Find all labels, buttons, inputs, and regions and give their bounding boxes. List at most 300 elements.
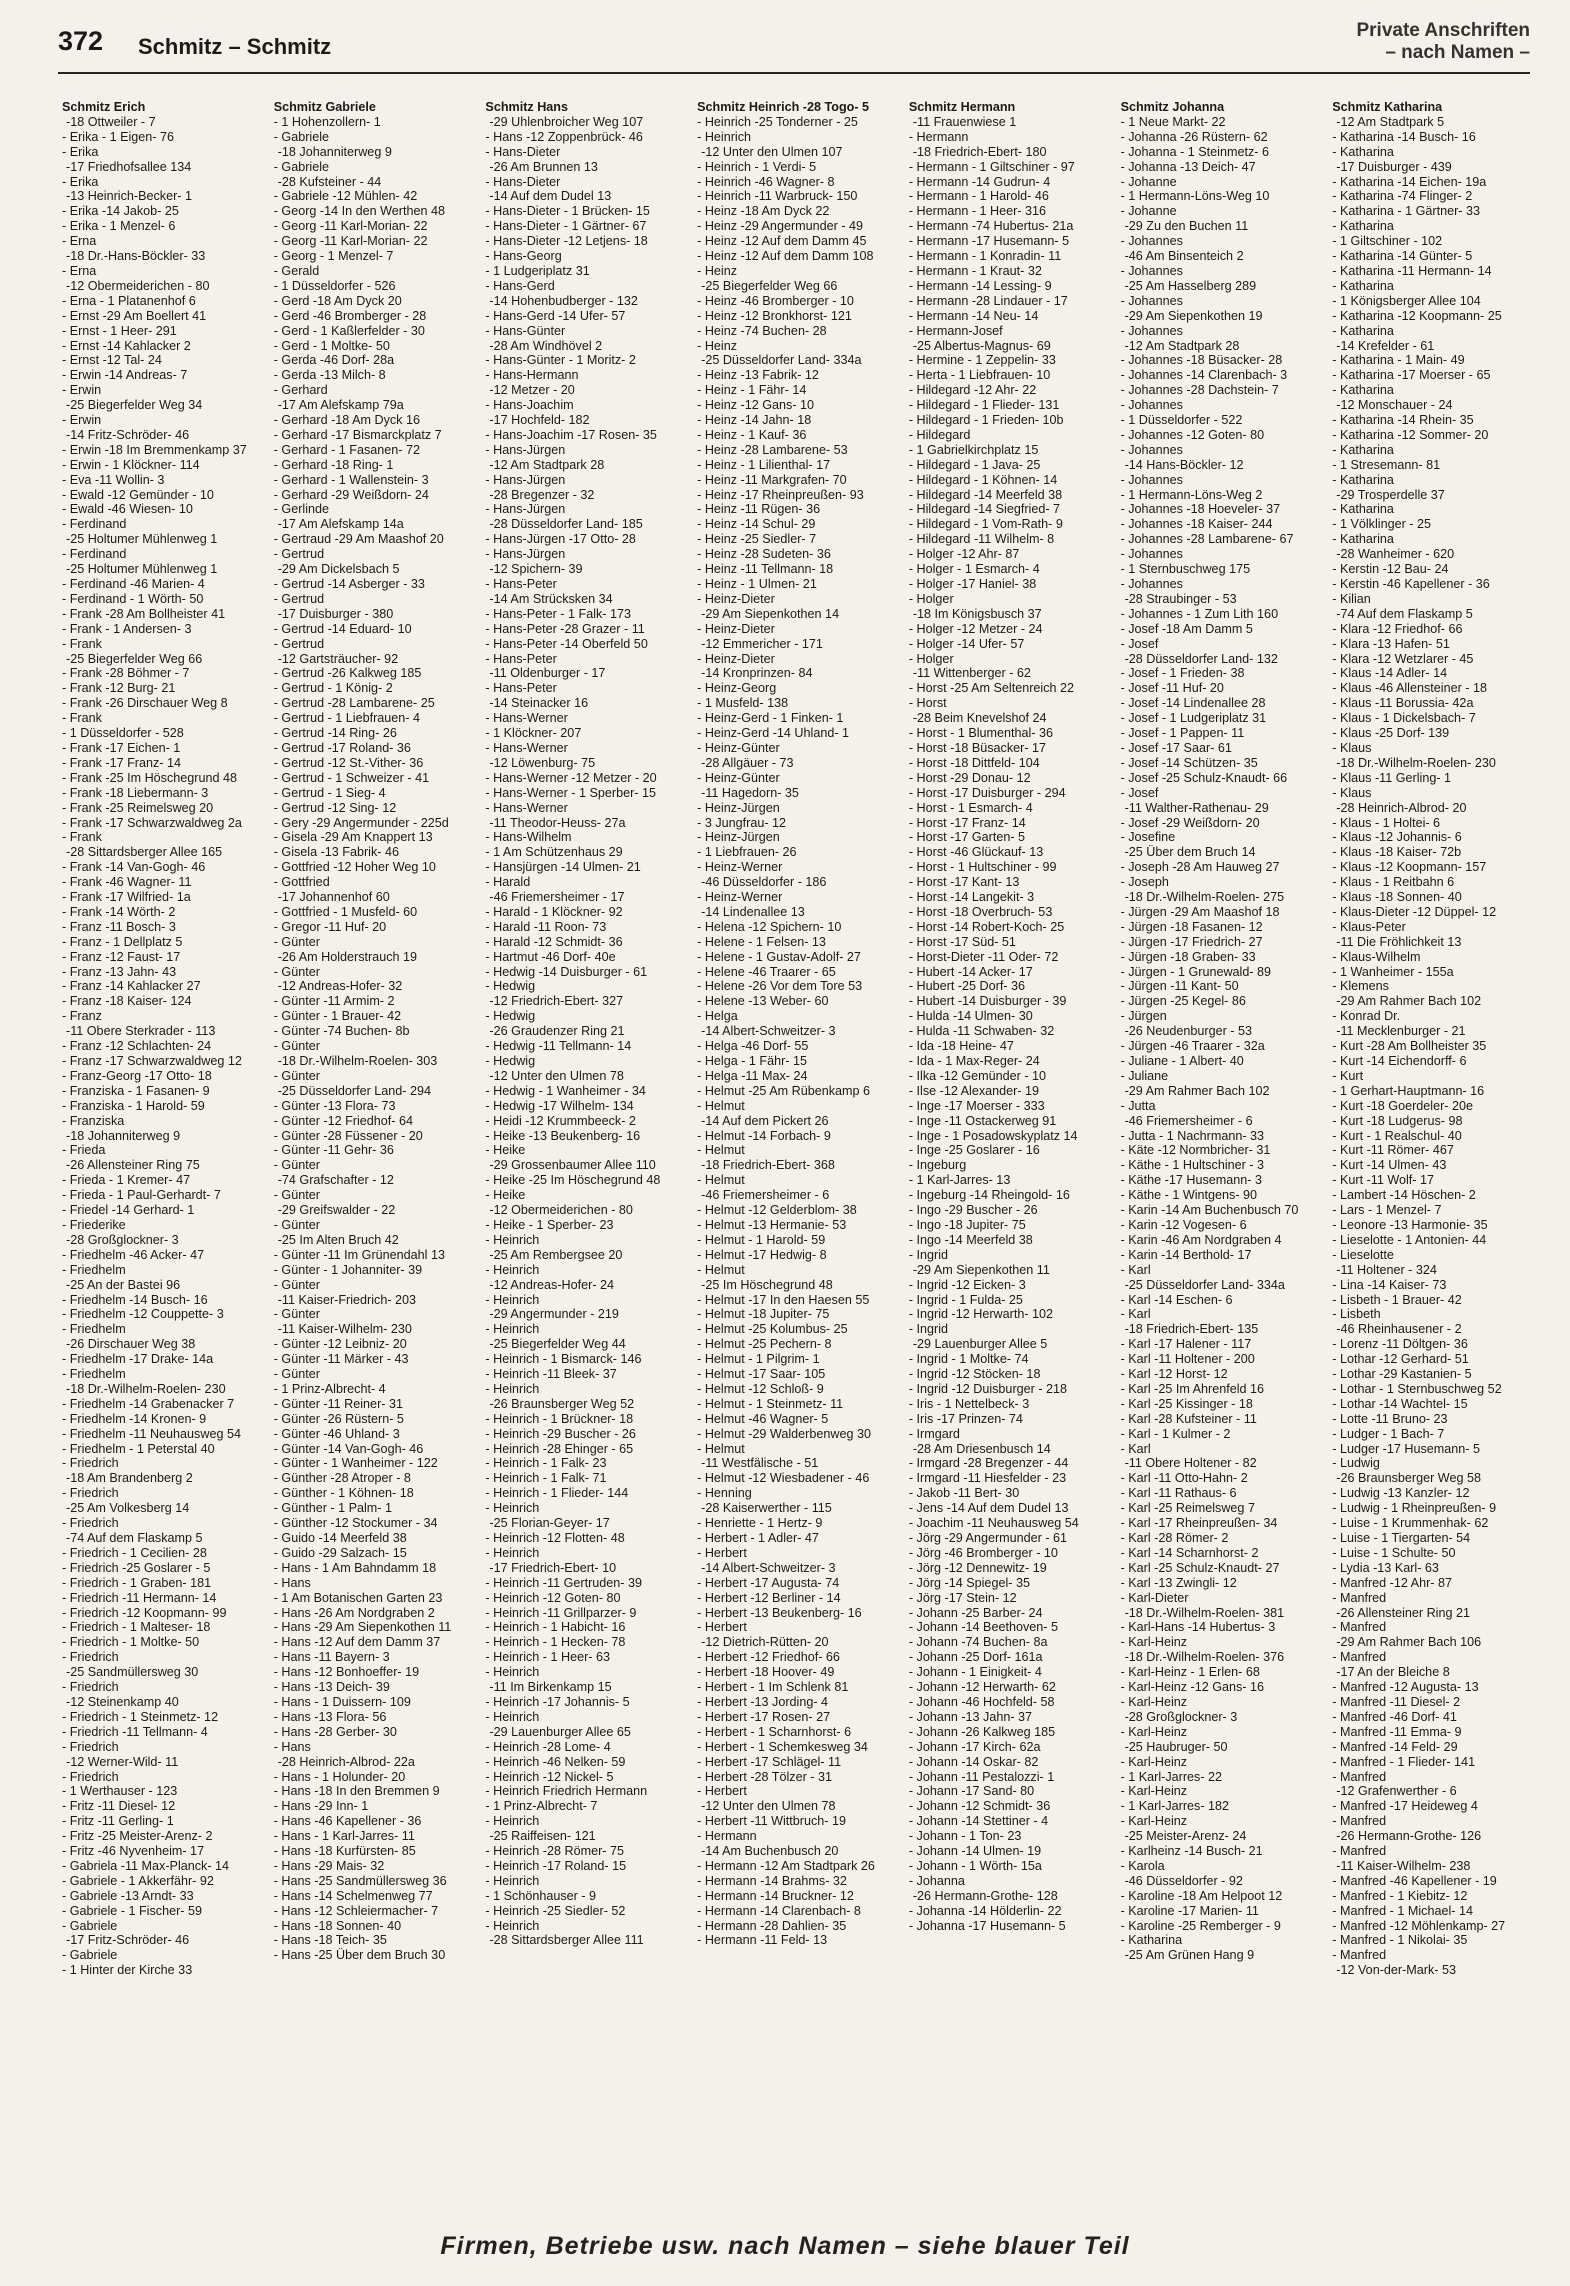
directory-entry: - Gertrud -12 St.-Vither- 36 [273,755,424,770]
directory-entry: - Herbert -13 Jording- 4 [697,1694,829,1709]
directory-entry: - Katharina [1332,323,1394,338]
directory-entry: - Karin -14 Am Buchenbusch 70 [1120,1203,1299,1218]
directory-entry: - Herbert - 1 Im Schlenk 81 [697,1680,849,1695]
directory-entry: -14 Hans-Böckler- 12 [1124,457,1244,472]
directory-entry: - 1 Wanheimer - 155a [1332,964,1454,979]
directory-entry: - Heinrich [485,1381,540,1396]
directory-entry: - Helmut -17 Hedwig- 8 [697,1247,827,1262]
directory-entry: - Johanna -13 Deich- 47 [1120,159,1256,174]
directory-entry: - Inge -11 Ostackerweg 91 [908,1113,1057,1128]
directory-entry: - Ingrid - 1 Moltke- 74 [908,1352,1029,1367]
directory-entry: - Ernst -29 Am Boellert 41 [62,308,207,323]
directory-entry: - Klaus - 1 Dickelsbach- 7 [1332,711,1476,726]
directory-entry: - Jörg -29 Angermunder - 61 [908,1531,1068,1545]
directory-entry: -25 Düsseldorfer Land- 334a [701,353,862,368]
directory-entry: - Friedrich [62,1680,119,1695]
directory-entry: - Heinrich -11 Bleek- 37 [485,1367,617,1382]
directory-entry: -17 Friedrich-Ebert- 10 [489,1560,617,1575]
directory-entry: - Heinz -12 Auf dem Damm 108 [697,249,874,264]
directory-entry: - Gerd -18 Am Dyck 20 [273,293,402,308]
directory-entry: - Johann -12 Schmidt- 36 [908,1799,1051,1814]
directory-entry: - Frieda - 1 Kremer- 47 [62,1173,191,1188]
directory-entry: -12 Spichern- 39 [489,562,583,577]
directory-entry: - Günter [273,1277,320,1292]
directory-entry: - Katharina -14 Rhein- 35 [1332,413,1474,428]
directory-entry: - Franz -18 Kaiser- 124 [62,994,192,1009]
directory-entry: - Hans -12 Schleiermacher- 7 [273,1903,439,1918]
directory-entry: - Gertrud -14 Asberger - 33 [273,577,425,591]
directory-entry: - Iris - 1 Nettelbeck- 3 [908,1396,1030,1411]
directory-entry: - Helmut -12 Wiesbadener - 46 [697,1471,870,1486]
directory-entry: - Gerhard -29 Weißdorn- 24 [273,487,429,502]
directory-entry: - Hermann - 1 Kraut- 32 [908,263,1042,278]
directory-entry: - Johannes [1120,547,1183,562]
directory-entry: - Kilian [1332,591,1371,606]
directory-entry: - Hans-Günter - 1 Moritz- 2 [485,353,636,368]
directory-entry: -11 Kaiser-Friedrich- 203 [277,1292,417,1307]
directory-entry: -18 Friedrich-Ebert- 135 [1124,1322,1259,1337]
directory-column [1332,100,1530,2220]
directory-entry: -28 Wanheimer - 620 [1336,547,1455,562]
directory-entry: - Friedrich [62,1739,119,1754]
directory-entry: -14 Krefelder - 61 [1336,338,1435,353]
directory-entry: -28 Straubinger - 53 [1124,591,1237,606]
directory-entry: - Herbert [697,1620,747,1635]
directory-entry: - 1 Stresemann- 81 [1332,457,1441,472]
directory-entry: - Heinrich [485,1873,540,1888]
directory-entry: - Johanne [1120,174,1177,189]
directory-entry: -11 Obere Holtener - 82 [1124,1456,1257,1471]
section-heading [1356,20,1530,64]
directory-entry: - Holger -17 Haniel- 38 [908,577,1037,591]
directory-entry: - Horst -25 Am Seltenreich 22 [908,681,1075,696]
directory-entry: - Henriette - 1 Hertz- 9 [697,1516,823,1531]
directory-entry: - Hulda -14 Ulmen- 30 [908,1009,1033,1024]
directory-entry: - Lothar - 1 Sternbuschweg 52 [1332,1381,1502,1396]
directory-entry: - Hildegard - 1 Köhnen- 14 [908,472,1058,487]
directory-entry: -25 An der Bastei 96 [66,1277,181,1292]
directory-entry: - Helga -11 Max- 24 [697,1068,808,1083]
directory-entry: - Günter [273,1367,320,1382]
directory-entry: - Hildegard -11 Wilhelm- 8 [908,532,1055,547]
directory-entry: - Friedhelm -14 Kronen- 9 [62,1411,207,1426]
directory-entry: - Henning [697,1486,752,1501]
directory-entry: -25 Am Volkesberg 14 [66,1501,190,1516]
directory-entry: -14 Lindenallee 13 [701,904,805,919]
directory-entry: -17 Am Alefskamp 14a [277,517,404,532]
directory-entry: - Friedrich - 1 Moltke- 50 [62,1635,200,1650]
directory-entry: - Jürgen - 1 Grunewald- 89 [1120,964,1272,979]
directory-entry: - 1 Düsseldorfer - 528 [62,726,184,741]
directory-entry: - Helmut [697,1143,745,1158]
directory-entry: - Hans [273,1739,311,1754]
directory-entry: - Manfred -46 Dorf- 41 [1332,1709,1457,1724]
directory-entry: - Helga -46 Dorf- 55 [697,1039,809,1054]
directory-entry: -26 Allensteiner Ring 75 [66,1158,200,1173]
directory-entry: -14 Hohenbudberger - 132 [489,293,638,308]
directory-entry: -29 Uhlenbroicher Weg 107 [489,114,644,129]
directory-entry: - Frank [62,711,102,726]
directory-entry: - Holger -12 Metzer - 24 [908,621,1043,636]
directory-entry: - Günter -74 Buchen- 8b [273,1024,410,1039]
directory-entry: - Georg -14 In den Werthen 48 [273,204,445,219]
directory-entry: - Inge -25 Goslarer - 16 [908,1143,1040,1158]
directory-entry: -12 Friedrich-Ebert- 327 [489,994,624,1009]
directory-entry: - Jörg -14 Spiegel- 35 [908,1575,1030,1590]
directory-entry: -25 Sandmüllersweg 30 [66,1665,199,1680]
directory-column [909,100,1107,2220]
directory-entry: -25 Albertus-Magnus- 69 [912,338,1051,353]
column-head-entry: Schmitz Johanna [1120,100,1225,114]
directory-entry: -46 Friemersheimer - 17 [489,890,625,905]
directory-entry: - Klaus -25 Dorf- 139 [1332,726,1450,741]
directory-entry: - Gerhard -17 Bismarckplatz 7 [273,427,442,442]
directory-entry: - Heinz - 1 Kauf- 36 [697,427,807,442]
directory-entry: - Kurt -11 Wolf- 17 [1332,1173,1434,1188]
directory-entry: - Gertrud -14 Eduard- 10 [273,621,412,636]
directory-entry: - Eva -11 Wollin- 3 [62,472,165,487]
directory-entry: - Hulda -11 Schwaben- 32 [908,1024,1055,1039]
directory-entry: - Harald -12 Schmidt- 36 [485,934,623,949]
directory-entry: - Ludwig - 1 Rheinpreußen- 9 [1332,1501,1497,1516]
directory-entry: - Helmut -25 Am Rübenkamp 6 [697,1083,871,1098]
directory-entry: -28 Sittardsberger Allee 165 [66,845,223,860]
directory-entry: - Manfred - 1 Nikolai- 35 [1332,1933,1468,1948]
directory-entry: - Josef - 1 Frieden- 38 [1120,666,1245,681]
directory-entry: - Heinz-Werner [697,860,783,875]
directory-entry: -26 Braunsberger Weg 52 [489,1396,635,1411]
directory-entry: -25 Haubruger- 50 [1124,1739,1228,1754]
directory-entry: - Ingeburg [908,1158,967,1173]
directory-entry: -25 Am Rembergsee 20 [489,1247,623,1262]
page-number: 372 [58,26,104,56]
directory-entry: -12 Löwenburg- 75 [489,755,596,770]
directory-entry: - Heinrich - 1 Falk- 71 [485,1471,607,1486]
directory-entry: - Erwin -14 Andreas- 7 [62,368,188,383]
directory-column [697,100,895,2220]
directory-entry: - Joseph [1120,875,1169,890]
directory-columns [62,100,1530,2220]
directory-entry: - Herbert [697,1545,747,1560]
directory-entry: - Gerd - 1 Kaßlerfelder - 30 [273,323,425,338]
directory-entry: - Hans-Werner -12 Metzer - 20 [485,770,657,785]
directory-entry: - Jörg -17 Stein- 12 [908,1590,1017,1605]
directory-entry: -17 Johannenhof 60 [277,890,390,905]
directory-entry: - Heinrich - 1 Heer- 63 [485,1650,611,1665]
directory-entry: - Katharina -11 Hermann- 14 [1332,263,1492,278]
directory-entry: - Helene - 1 Gustav-Adolf- 27 [697,949,861,964]
directory-entry: - Gertrud -26 Kalkweg 185 [273,666,422,681]
directory-entry: -17 Am Alefskamp 79a [277,398,404,413]
directory-entry: -14 Albert-Schweitzer- 3 [701,1024,836,1039]
directory-entry: - Hans -28 Gerber- 30 [273,1724,397,1739]
directory-entry: -25 Düsseldorfer Land- 334a [1124,1277,1285,1292]
directory-entry: - Lisbeth [1332,1307,1381,1322]
directory-entry: - Gottfried -12 Hoher Weg 10 [273,860,436,875]
directory-entry: - Franziska - 1 Fasanen- 9 [62,1083,210,1098]
directory-entry: - Gertrud -14 Ring- 26 [273,726,397,741]
directory-entry: - Horst [908,696,947,711]
directory-entry: - Klaus [1332,785,1372,800]
directory-entry: - Johannes [1120,263,1183,278]
directory-entry: - Heinz-Dieter [697,591,775,606]
directory-entry: - Horst -46 Glückauf- 13 [908,845,1044,860]
directory-entry: - Hans -29 Am Siepenkothen 11 [273,1620,452,1635]
directory-entry: - Horst -18 Dittfeld- 104 [908,755,1040,770]
directory-entry: - Frank -14 Wörth- 2 [62,904,176,919]
directory-entry: - Gerald [273,263,320,278]
directory-entry: -11 Walther-Rathenau- 29 [1124,800,1269,815]
directory-entry: - Hans-Dieter [485,174,561,189]
directory-entry: - Klara -12 Wetzlarer - 45 [1332,651,1474,666]
directory-entry: -12 Werner-Wild- 11 [66,1754,179,1769]
directory-entry: - Heinz -18 Am Dyck 22 [697,204,830,219]
directory-entry: - Josef -25 Schulz-Knaudt- 66 [1120,770,1288,785]
directory-entry: - Johanna [908,1873,965,1888]
directory-entry: -26 Am Holderstrauch 19 [277,949,418,964]
directory-entry: - Friedrich [62,1650,119,1665]
directory-entry: - Karl-Heinz -12 Gans- 16 [1120,1680,1265,1695]
directory-entry: - 1 Am Schützenhaus 29 [485,845,623,860]
directory-entry: - 1 Hermann-Löns-Weg 10 [1120,189,1270,204]
directory-entry: - Helmut -17 Saar- 105 [697,1367,826,1382]
directory-entry: - Friedrich - 1 Graben- 181 [62,1575,212,1590]
directory-entry: - Hildegard - 1 Frieden- 10b [908,413,1064,428]
directory-entry: - Heinz -29 Angermunder - 49 [697,219,864,234]
directory-entry: -18 Dr.-Wilhelm-Roelen- 381 [1124,1605,1285,1620]
directory-entry: - Kurt -28 Am Bollheister 35 [1332,1039,1487,1054]
directory-entry: - Klemens [1332,979,1389,994]
directory-entry: - 1 Königsberger Allee 104 [1332,293,1481,308]
directory-entry: - Joachim -11 Neuhausweg 54 [908,1516,1079,1531]
directory-entry: - Heinz -17 Rheinpreußen- 93 [697,487,864,502]
directory-entry: - Hans -11 Bayern- 3 [273,1650,390,1665]
directory-entry: - Erna [62,234,97,249]
directory-entry: -29 Zu den Buchen 11 [1124,219,1249,234]
directory-entry: - Heinrich - 1 Bismarck- 146 [485,1352,642,1367]
directory-entry: - Jörg -46 Bromberger - 10 [908,1545,1058,1560]
directory-entry: - Gertraud -29 Am Maashof 20 [273,532,444,547]
directory-entry: - Gerhard [273,383,328,398]
directory-entry: - Gregor -11 Huf- 20 [273,919,387,934]
directory-entry: - Ingo -14 Meerfeld 38 [908,1232,1033,1247]
directory-entry: - Hans -25 Sandmüllersweg 36 [273,1873,447,1888]
directory-entry: -74 Auf dem Flaskamp 5 [1336,606,1473,621]
directory-entry: -25 Am Grünen Hang 9 [1124,1948,1255,1963]
directory-entry: - Luise - 1 Krummenhak- 62 [1332,1516,1489,1531]
directory-entry: - 1 Neue Markt- 22 [1120,114,1226,129]
directory-entry: - Herbert - 1 Scharnhorst- 6 [697,1724,852,1739]
directory-entry: - Hans-Peter - 1 Falk- 173 [485,606,632,621]
directory-entry: - Jürgen -46 Traarer - 32a [1120,1039,1265,1054]
directory-entry: - Hildegard [908,427,971,442]
directory-entry: - Hans -13 Deich- 39 [273,1680,390,1695]
directory-column [485,100,683,2220]
directory-entry: - Heinrich -12 Goten- 80 [485,1590,621,1605]
directory-entry: - Karl -17 Halener - 117 [1120,1337,1252,1352]
directory-entry: - Gottfried [273,875,330,890]
directory-entry: - 1 Prinz-Albrecht- 7 [485,1799,598,1814]
directory-entry: - Günter [273,964,320,979]
column-head-entry: Schmitz Hans [485,100,569,114]
directory-entry: - Heinrich [485,1292,540,1307]
directory-entry: - Josef -18 Am Damm 5 [1120,621,1253,636]
directory-entry: -29 Lauenburger Allee 65 [489,1724,631,1739]
directory-entry: - Helmut -18 Jupiter- 75 [697,1307,830,1322]
directory-entry: - Heinz -14 Jahn- 18 [697,413,812,428]
directory-entry: - Heinz [697,338,738,353]
directory-entry: - Friedrich -11 Hermann- 14 [62,1590,217,1605]
directory-entry: -12 Dietrich-Rütten- 20 [701,1635,829,1650]
directory-entry: - Hermann [697,1829,757,1844]
directory-entry: - Katharina - 1 Main- 49 [1332,353,1465,368]
directory-entry: - Karl -11 Otto-Hahn- 2 [1120,1471,1248,1486]
directory-entry: - Heike - 1 Sperber- 23 [485,1217,614,1232]
column-head-entry: Schmitz Gabriele [273,100,376,114]
directory-entry: - Josef [1120,636,1159,651]
directory-entry: - Hans -14 Schelmenweg 77 [273,1888,433,1903]
directory-entry: - Hans-Georg [485,249,562,264]
directory-entry: - Josef [1120,785,1159,800]
directory-entry: - Hildegard -14 Siegfried- 7 [908,502,1061,517]
directory-entry: - Herbert -11 Wittbruch- 19 [697,1814,846,1829]
directory-entry: - Friedrich - 1 Cecilien- 28 [62,1545,207,1560]
directory-entry: - Horst -17 Franz- 14 [908,815,1026,830]
directory-entry: - Fritz -11 Gerling- 1 [62,1814,174,1829]
directory-entry: - Käthe - 1 Wintgens- 90 [1120,1188,1258,1203]
directory-entry: - Hildegard - 1 Flieder- 131 [908,398,1060,413]
directory-entry: -46 Düsseldorfer - 186 [701,875,827,890]
directory-entry: - Frank -26 Dirschauer Weg 8 [62,696,228,711]
directory-entry: - Friedhelm [62,1367,126,1382]
directory-entry: - Hans-Werner [485,800,568,815]
directory-entry: -11 Die Fröhlichkeit 13 [1336,934,1462,949]
directory-entry: - Ingrid [908,1322,949,1337]
directory-entry: - Katharina [1120,1933,1183,1948]
directory-entry: - Günther - 1 Palm- 1 [273,1501,392,1516]
directory-entry: -26 Hermann-Grothe- 126 [1336,1829,1482,1844]
directory-entry: - Manfred - 1 Michael- 14 [1332,1903,1473,1918]
directory-entry: - Johannes -12 Goten- 80 [1120,427,1265,442]
directory-entry: - Hans-Dieter [485,144,561,159]
directory-entry: - Herbert -12 Berliner - 14 [697,1590,841,1605]
directory-entry: -28 Bregenzer - 32 [489,487,595,502]
directory-entry: - Ewald -46 Wiesen- 10 [62,502,193,517]
directory-entry: - Hans -12 Zoppenbrück- 46 [485,129,643,144]
directory-entry: - Jürgen -17 Friedrich- 27 [1120,934,1263,949]
directory-entry: - Manfred -12 Ahr- 87 [1332,1575,1452,1590]
directory-entry: - Lothar -12 Gerhard- 51 [1332,1352,1469,1367]
directory-entry: - Günter -46 Uhland- 3 [273,1426,400,1441]
directory-entry: -26 Am Brunnen 13 [489,159,598,174]
directory-entry: - Franz-Georg -17 Otto- 18 [62,1068,212,1083]
directory-entry: - Johann -74 Buchen- 8a [908,1635,1048,1650]
directory-entry: -29 Am Rahmer Bach 106 [1336,1635,1482,1650]
directory-entry: -18 Dr.-Wilhelm-Roelen- 230 [66,1381,226,1396]
directory-entry: - Hermann - 1 Heer- 316 [908,204,1047,219]
directory-entry: - Manfred [1332,1620,1387,1635]
directory-entry: - Helmut -29 Walderbenweg 30 [697,1426,871,1441]
directory-entry: - Friedel -14 Gerhard- 1 [62,1203,195,1218]
directory-entry: - Hans-Jürgen [485,547,566,562]
column-head-entry: Schmitz Erich [62,100,146,114]
directory-entry: - Georg - 1 Menzel- 7 [273,249,394,264]
directory-entry: - 1 Liebfrauen- 26 [697,845,797,860]
directory-entry: - Gottfried - 1 Musfeld- 60 [273,904,418,919]
directory-entry: - Frank -25 Im Höschegrund 48 [62,770,237,785]
directory-entry: - Friedhelm [62,1262,126,1277]
directory-entry: - Karl-Heinz [1120,1814,1188,1829]
directory-entry: - Frieda - 1 Paul-Gerhardt- 7 [62,1188,221,1203]
directory-entry: - Johannes - 1 Zum Lith 160 [1120,606,1279,621]
directory-entry: - Günter -26 Rüstern- 5 [273,1411,404,1426]
directory-entry: - Hans-Hermann [485,368,579,383]
directory-entry: - Manfred -12 Augusta- 13 [1332,1680,1479,1695]
directory-entry: - Heinrich [485,1501,540,1516]
directory-entry: - Josef -14 Lindenallee 28 [1120,696,1266,711]
directory-column [274,100,472,2220]
directory-entry: - Gabriele - 1 Fischer- 59 [62,1903,202,1918]
directory-entry: - Karl-Hans -14 Hubertus- 3 [1120,1620,1276,1635]
directory-entry: - Manfred [1332,1948,1387,1963]
directory-entry: - Gery -29 Angermunder - 225d [273,815,449,830]
directory-entry: -28 Düsseldorfer Land- 185 [489,517,643,532]
directory-entry: - Gertrud [273,636,325,651]
directory-entry: - Heinrich [485,1814,540,1829]
directory-entry: -12 Metzer - 20 [489,383,575,398]
directory-entry: - Hans - 1 Duissern- 109 [273,1694,411,1709]
directory-entry: -12 Gartsträucher- 92 [277,651,399,666]
directory-entry: - Josef -17 Saar- 61 [1120,740,1232,755]
directory-entry: - Hans -18 In den Bremmen 9 [273,1784,440,1799]
directory-entry: - Jörg -12 Dennewitz- 19 [908,1560,1047,1575]
directory-entry: - Ernst -12 Tal- 24 [62,353,162,368]
directory-entry: - Heinrich [485,1232,540,1247]
directory-entry: - Karl -14 Eschen- 6 [1120,1292,1233,1307]
directory-entry: -29 Am Dickelsbach 5 [277,562,400,577]
directory-entry: - Luise - 1 Schulte- 50 [1332,1545,1456,1560]
directory-entry: - Hans-Peter -14 Oberfeld 50 [485,636,648,651]
directory-entry: - Klaus -18 Kaiser- 72b [1332,845,1462,860]
directory-entry: - Karl -12 Horst- 12 [1120,1367,1228,1382]
directory-entry: - Katharina -14 Eichen- 19a [1332,174,1487,189]
directory-entry: - Fritz -25 Meister-Arenz- 2 [62,1829,213,1844]
directory-entry: - Katharina -14 Busch- 16 [1332,129,1476,144]
directory-entry: - Kerstin -12 Bau- 24 [1332,562,1449,577]
directory-entry: -11 Kaiser-Wilhelm- 230 [277,1322,412,1337]
directory-entry: - Heinrich -11 Grillparzer- 9 [485,1605,637,1620]
directory-entry: - Lieselotte - 1 Antonien- 44 [1332,1232,1487,1247]
directory-entry: - Karl -25 Schulz-Knaudt- 27 [1120,1560,1280,1575]
directory-entry: - Klaus - 1 Reitbahn 6 [1332,875,1455,890]
directory-entry: -25 Am Hasselberg 289 [1124,278,1257,293]
directory-entry: - Johannes [1120,577,1183,591]
directory-entry: - Ingrid -12 Herwarth- 102 [908,1307,1054,1322]
directory-entry: - Karin -12 Vogesen- 6 [1120,1217,1247,1232]
directory-entry: - Karl-Heinz [1120,1724,1188,1739]
directory-entry: - Johann - 1 Ton- 23 [908,1829,1022,1844]
directory-entry: - Heinrich -29 Buscher - 26 [485,1426,636,1441]
directory-entry: -12 Unter den Ulmen 107 [701,144,843,159]
directory-entry: - Heinrich -12 Nickel- 5 [485,1769,614,1784]
directory-entry: - Hildegard - 1 Vom-Rath- 9 [908,517,1063,532]
directory-entry: -11 Frauenwiese 1 [912,114,1017,129]
directory-entry: - 3 Jungfrau- 12 [697,815,787,830]
directory-entry: - Frank -14 Van-Gogh- 46 [62,860,206,875]
directory-entry: - Frank -46 Wagner- 11 [62,875,192,890]
directory-entry: - Karl -11 Holtener - 200 [1120,1352,1255,1367]
directory-entry: - 1 Karl-Jarres- 22 [1120,1769,1223,1784]
